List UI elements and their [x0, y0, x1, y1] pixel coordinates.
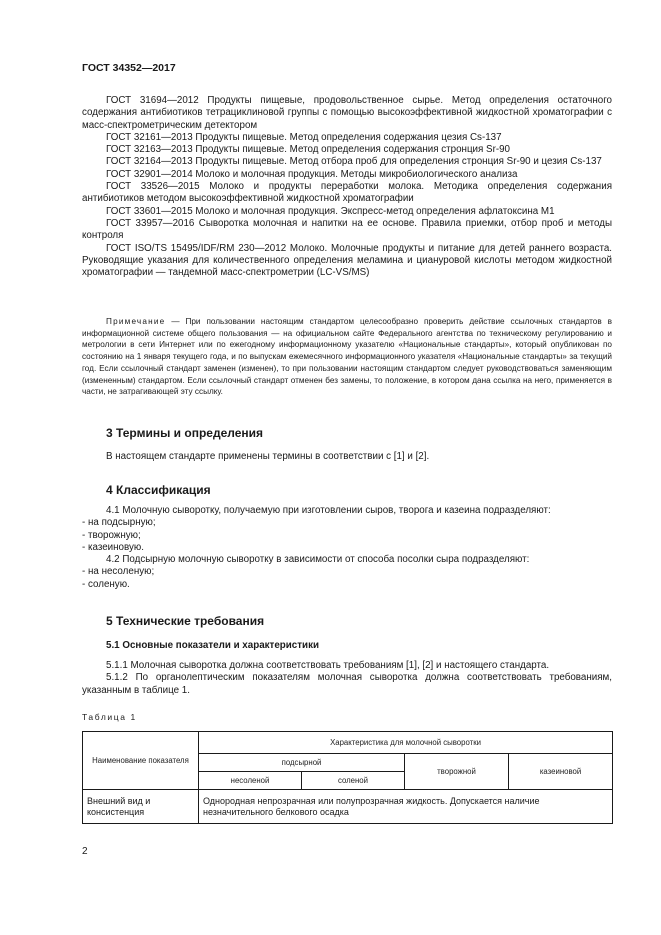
references-note: [82, 316, 612, 398]
note-label: Примечание: [106, 317, 166, 326]
list-item: - на несоленую;: [82, 566, 155, 578]
table-caption: Таблица 1: [82, 712, 137, 722]
normative-references-list: [82, 95, 612, 279]
header-parameter-name: Наименование показателя: [83, 732, 199, 790]
subsection-5-1-title: 5.1 Основные показатели и характеристики: [106, 640, 319, 651]
header-nesolenoy: несоленой: [199, 772, 302, 790]
section-4-1-text: 4.1 Молочную сыворотку, получаемую при изготовлении сыров, творога и казеина подразделяют:: [106, 505, 551, 516]
section-3-title: 3 Термины и определения: [106, 426, 264, 440]
reference-item: ГОСТ 32163—2013 Продукты пищевые. Метод определения содержания стронция Sr-90: [106, 144, 511, 156]
table-row-value: Однородная непрозрачная или полупрозрачная жидкость. Допускается наличие незначительного белкового осадка: [199, 790, 613, 824]
section-4-title: 4 Классификация: [106, 483, 211, 497]
header-whey-characteristic: Характеристика для молочной сыворотки: [199, 732, 613, 754]
header-kazeinovoy: казеиновой: [509, 754, 613, 790]
section-5-body: [82, 660, 612, 697]
document-code-header: ГОСТ 34352—2017: [82, 62, 176, 74]
list-item: - творожную;: [82, 529, 141, 541]
list-item: - казеиновую.: [82, 541, 144, 553]
header-tvorozhnoy: творожной: [405, 754, 509, 790]
clause-5-1-1: 5.1.1 Молочная сыворотка должна соответствовать требованиям [1], [2] и настоящего стандарта.: [106, 660, 550, 671]
reference-item: ГОСТ 31694—2012 Продукты пищевые, продовольственное сырье. Метод определения остаточного содержания антибиотиков тетрациклиновой группы с помощью высокоэффективной жидкостной хроматографии с масс-спектрометрическим детектором: [82, 95, 612, 131]
table-row-parameter: Внешний вид и консистенция: [83, 790, 199, 824]
header-podsyrnoy: подсырной: [199, 754, 405, 772]
section-5-title: 5 Технические требования: [106, 614, 265, 628]
reference-item: ГОСТ 32901—2014 Молоко и молочная продукция. Методы микробиологического анализа: [106, 168, 518, 180]
table-1: [82, 731, 613, 824]
reference-item: ГОСТ 32161—2013 Продукты пищевые. Метод определения содержания цезия Cs-137: [106, 131, 502, 143]
section-4-body: [82, 505, 612, 591]
reference-item: ГОСТ 33526—2015 Молоко и продукты переработки молока. Методика определения содержания антибиотиков методом высокоэффективной жидкостной хроматографии: [82, 181, 612, 205]
reference-item: ГОСТ 32164—2013 Продукты пищевые. Метод отбора проб для определения стронция Sr-90 и цезия Cs-137: [106, 156, 602, 168]
reference-item: ГОСТ ISO/TS 15495/IDF/RM 230—2012 Молоко. Молочные продукты и питание для детей раннего возраста. Руководящие указания для количественного определения меламина и циануровой кислоты методом жидкостной хроматографии — тандемной масс-спектрометрии (LC-VS/MS): [82, 242, 612, 279]
reference-item: ГОСТ 33601—2015 Молоко и молочная продукция. Экспресс-метод определения афлатоксина M1: [106, 205, 555, 217]
reference-item: ГОСТ 33957—2016 Сыворотка молочная и напитки на ее основе. Правила приемки, отбор проб и методы контроля: [82, 217, 612, 242]
clause-5-1-2: 5.1.2 По органолептическим показателям молочная сыворотка должна соответствовать требованиям, указанным в таблице 1.: [82, 672, 612, 696]
header-solenoy: соленой: [302, 772, 405, 790]
note-text: — При пользовании настоящим стандартом целесообразно проверить действие ссылочных стандартов в информационной системе общего пользования — на официальном сайте Федерального агентства по техническому регулированию и метрологии в сети Интернет или по ежегодному информационному указателю «Национальные стандарты», который опубликован по состоянию на 1 января текущего года, и по выпускам ежемесячного информационного указателя «Национальные стандарты» за текущий год. Если ссылочный стандарт заменен (изменен), то при пользовании настоящим стандартом следует руководствоваться заменяющим (измененным) стандартом. Если ссылочный стандарт отменен без замены, то положение, в котором дана ссылка на него, применяется в части, не затрагивающей эту ссылку.: [82, 317, 612, 397]
section-3-body: [82, 451, 612, 463]
page-number: 2: [82, 846, 88, 857]
list-item: - на подсырную;: [82, 517, 156, 529]
list-item: - соленую.: [82, 578, 130, 590]
section-3-text: В настоящем стандарте применены термины в соответствии с [1] и [2].: [106, 451, 430, 462]
section-4-2-text: 4.2 Подсырную молочную сыворотку в зависимости от способа посолки сыра подразделяют:: [106, 554, 530, 566]
